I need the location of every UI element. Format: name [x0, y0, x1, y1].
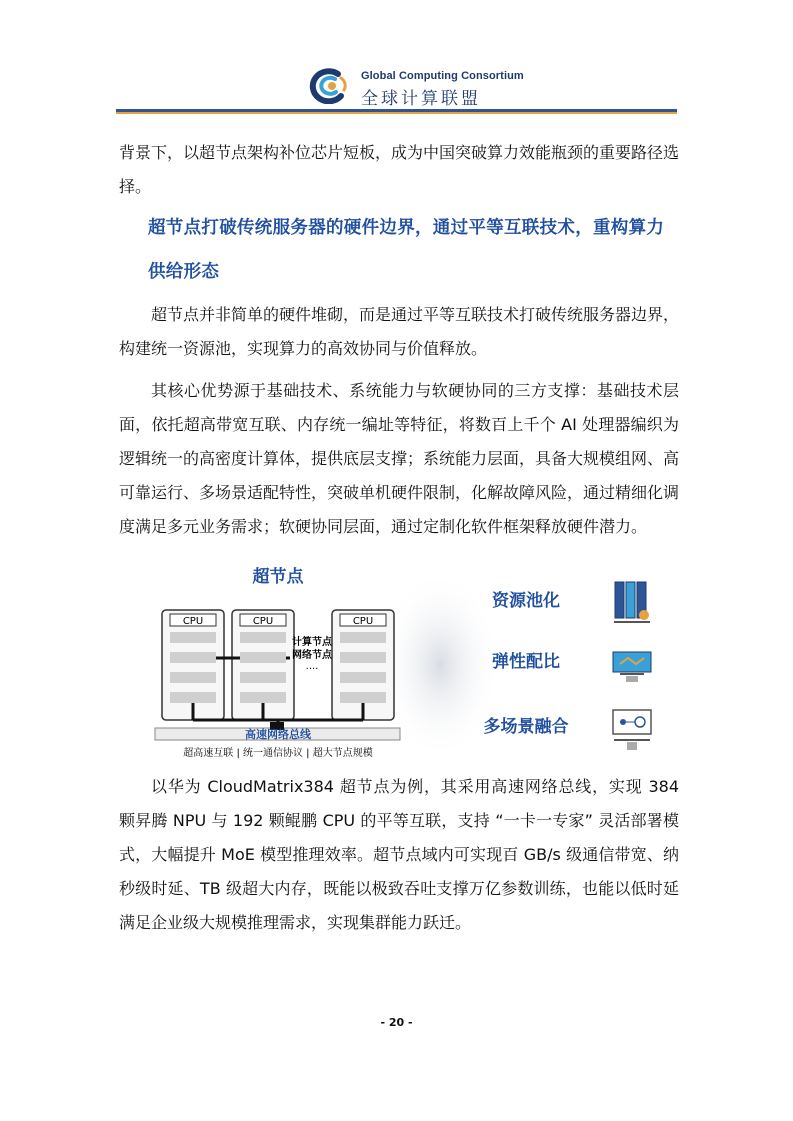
- node-note-more: ....: [305, 661, 319, 672]
- paragraph-1: 背景下，以超节点架构补位芯片短板，成为中国突破算力效能瓶颈的重要路径选择。: [119, 143, 680, 196]
- feature-label-multiscene: 多场景融合: [483, 717, 569, 737]
- server-rack-2: [232, 610, 294, 720]
- multiscene-monitor-icon: [613, 710, 651, 750]
- feature-label-elastic: 弹性配比: [492, 652, 560, 672]
- server-pool-icon: [614, 582, 650, 622]
- feature-label-pooling: 资源池化: [492, 591, 560, 611]
- figure-caption: 超高速互联 | 统一通信协议 | 超大节点规模: [183, 748, 373, 759]
- cpu-label-2: CPU: [252, 616, 274, 627]
- server-rack-1: [162, 610, 224, 720]
- cpu-label-1: CPU: [182, 616, 204, 627]
- bus-label: 高速网络总线: [245, 728, 311, 741]
- org-name-en: Global Computing Consortium: [361, 70, 524, 82]
- org-name-cn: 全球计算联盟: [361, 89, 481, 109]
- section-heading: 超节点打破传统服务器的硬件边界，通过平等互联技术，重构算力供给形态: [148, 218, 665, 282]
- page-number: - 20 -: [380, 1016, 413, 1029]
- cpu-label-3: CPU: [352, 616, 374, 627]
- node-note-network: 网络节点: [292, 650, 332, 661]
- supernode-figure: [150, 560, 680, 765]
- paragraph-4: 以华为 CloudMatrix384 超节点为例，其采用高速网络总线，实现 384 颗昇腾 NPU 与 192 颗鲲鹏 CPU 的平等互联，支持 “一卡一专家” 灵活部署模式，大幅提升 MoE 模型推理效率。超节点域内可实现百 GB/s 级通信带宽、纳秒级时延、TB 级超大内存，既能以极致吞吐支撑万亿参数训练，也能以低时延满足企业级大规模推理需求，实现集群能力跃迁。: [119, 777, 679, 932]
- consortium-logo-icon: [308, 68, 352, 104]
- header-rule-orange: [116, 112, 677, 114]
- node-note-compute: 计算节点: [292, 637, 332, 648]
- page-header: [0, 0, 793, 116]
- figure-title: 超节点: [252, 567, 304, 587]
- paragraph-2: 超节点并非简单的硬件堆砌，而是通过平等互联技术打破传统服务器边界，构建统一资源池，实现算力的高效协同与价值释放。: [119, 305, 680, 358]
- elastic-handshake-icon: [613, 652, 651, 682]
- paragraph-3: 其核心优势源于基础技术、系统能力与软硬协同的三方支撑：基础技术层面，依托超高带宽互联、内存统一编址等特征，将数百上千个 AI 处理器编织为逻辑统一的高密度计算体，提供底层支撑；系统能力层面，具备大规模组网、高可靠运行、多场景适配特性，突破单机硬件限制，化解故障风险，通过精细化调度满足多元业务需求；软硬协同层面，通过定制化软件框架释放硬件潜力。: [119, 381, 680, 536]
- server-rack-3: [332, 610, 394, 720]
